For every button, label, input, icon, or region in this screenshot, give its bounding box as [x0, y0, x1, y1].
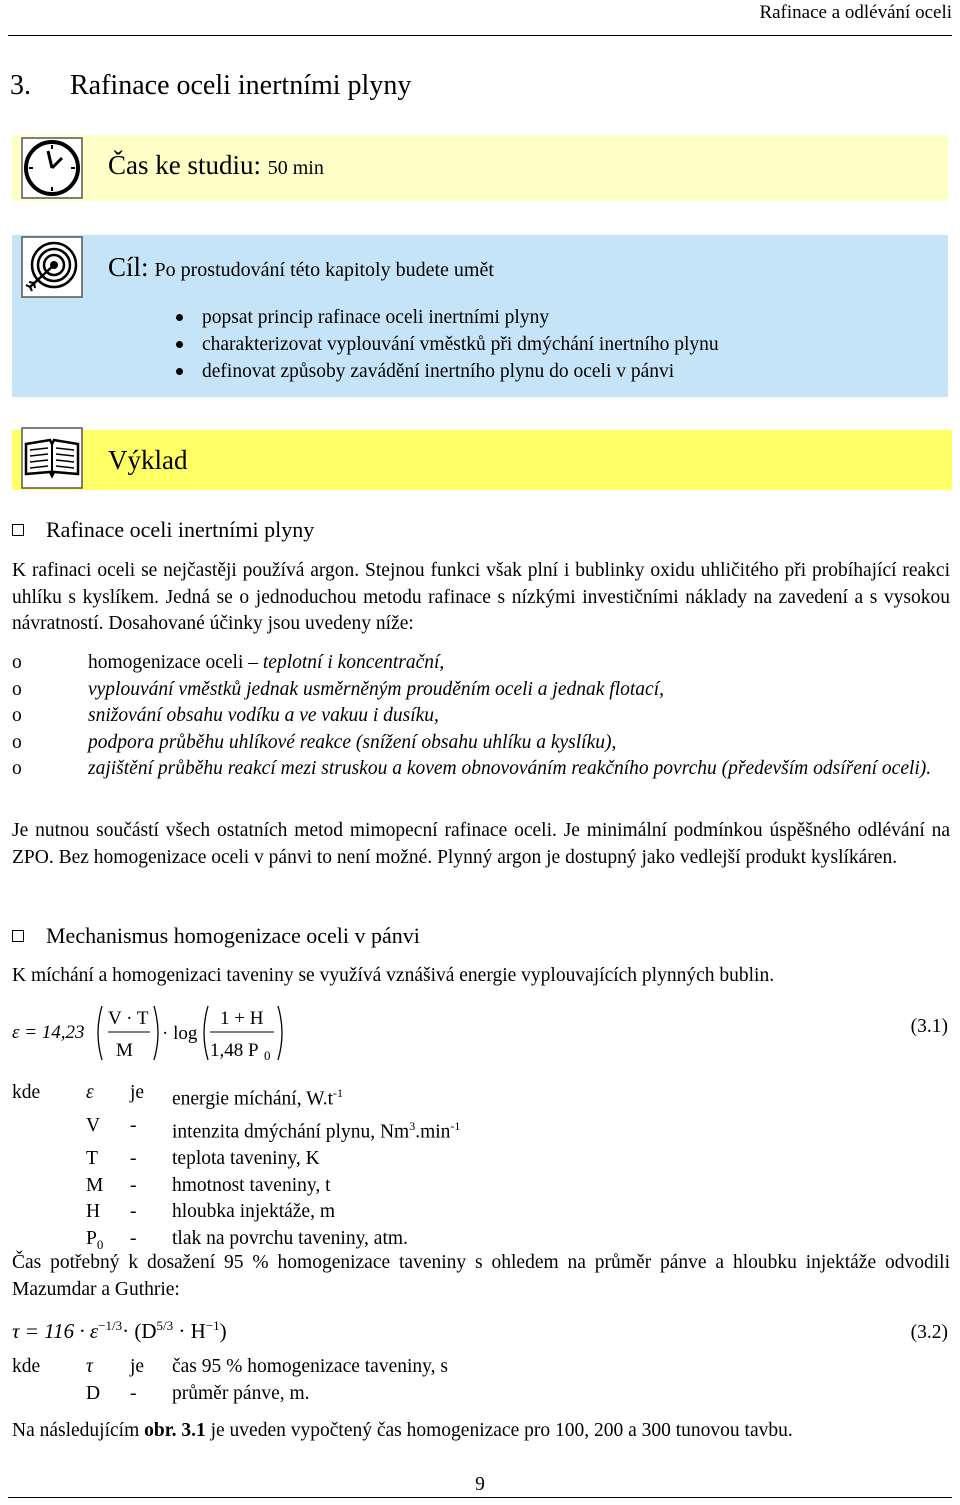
goal-title: Cíl: [108, 252, 149, 282]
section-heading [12, 517, 314, 543]
goal-item: definovat způsoby zavádění inertního plynu do oceli v pánvi [170, 358, 719, 385]
eq1-f2-den: 1,48 P [210, 1040, 259, 1061]
effect-item [12, 703, 950, 730]
figure-reference: obr. 3.1 [144, 1420, 206, 1441]
section-heading-text: Mechanismus homogenizace oceli v pánvi [46, 923, 420, 948]
def-dash: - [130, 1148, 137, 1169]
goal-item: charakterizovat vyplouvání vměstků při dmýchání inertního plynu [170, 331, 719, 358]
study-time-label [108, 150, 324, 181]
eq2-exp3: −1 [205, 1318, 220, 1333]
def-symbol: V [86, 1115, 101, 1136]
def-symbol-main: P [86, 1227, 97, 1249]
chapter-title [10, 70, 411, 102]
eq1-f2-den-sub: 0 [264, 1048, 271, 1063]
def-text [172, 1080, 343, 1113]
def-sup: -1 [333, 1086, 344, 1100]
vyklad-label: Výklad [108, 445, 188, 475]
def-dash: - [130, 1115, 137, 1136]
study-time-value: 50 min [267, 157, 324, 179]
eq2-exp1: −1/3 [98, 1318, 123, 1333]
def-kde: kde [12, 1356, 41, 1377]
equation-number: (3.2) [910, 1322, 948, 1343]
effect-item [12, 730, 950, 757]
para-text: Na následujícím [12, 1420, 145, 1441]
paragraph [12, 1418, 950, 1445]
paragraph: Je nutnou součástí všech ostatních metod mimopecní rafinace oceli. Je minimální podmínkou úspěšného odlévání na ZPO. Bez homogenizace oceli v pánvi to není možné. Plynný argon je dostupný jako vedlejší produkt kyslíkáren. [12, 820, 950, 868]
def-dash: je [130, 1082, 145, 1103]
def-dash: - [130, 1201, 137, 1222]
footer-rule [8, 1497, 952, 1498]
eq1-lhs: ε = 14,23 [12, 1022, 85, 1043]
def-dash: - [130, 1174, 137, 1196]
def-text-main: intenzita dmýchání plynu, Nm [172, 1121, 410, 1143]
eq1-f1-den: M [116, 1040, 133, 1061]
def-text: čas 95 % homogenizace taveniny, s [172, 1356, 448, 1377]
goal-label [108, 252, 494, 283]
study-time-title: Čas ke studiu: [108, 150, 261, 180]
effect-italic: teplotní i koncentrační, [262, 652, 445, 673]
chapter-number: 3. [10, 70, 31, 101]
def-symbol: H [86, 1201, 101, 1222]
def-text: průměr pánve, m. [172, 1382, 310, 1404]
equation-3-2 [12, 1318, 227, 1344]
definition-row [12, 1354, 448, 1381]
section-heading-text: Rafinace oceli inertními plyny [46, 517, 315, 542]
def-text-main: energie míchání, W.t [172, 1088, 334, 1110]
eq2-exp2: 5/3 [156, 1318, 174, 1333]
definition-row [12, 1381, 448, 1408]
paragraph: K míchání a homogenizaci taveniny se využívá vznášivá energie vyplouvajících plynných bublin. [12, 965, 775, 986]
clock-icon [20, 136, 84, 200]
def-kde: kde [12, 1082, 41, 1103]
def-text: teplota taveniny, K [172, 1148, 320, 1169]
def-symbol: T [86, 1148, 98, 1169]
effect-item [12, 756, 950, 783]
def-kde [12, 1381, 86, 1408]
target-icon [20, 235, 84, 299]
effect-item [12, 650, 950, 677]
def-text [172, 1113, 460, 1146]
eq2-close: ) [219, 1319, 227, 1343]
effect-italic: zajištění průběhu reakcí mezi struskou a kovem obnovováním reakčního povrchu (především odsíření oceli). [88, 758, 932, 779]
definition-row [12, 1199, 460, 1226]
checkbox-bullet-icon [12, 524, 24, 536]
def-symbol: D [86, 1382, 101, 1404]
section-heading [12, 923, 420, 949]
def-symbol: τ [86, 1356, 93, 1377]
definition-row [12, 1080, 460, 1113]
equation-3-1 [12, 1000, 312, 1066]
def-sup-2: -1 [450, 1119, 461, 1133]
equation-number: (3.1) [910, 1016, 948, 1037]
def-text: hmotnost taveniny, t [172, 1174, 331, 1196]
effects-list [12, 650, 950, 783]
definition-row [12, 1146, 460, 1173]
def-symbol: ε [86, 1082, 94, 1103]
paragraph: K rafinaci oceli se nejčastěji používá argon. Stejnou funkci však plní i bublinky oxidu uhličitého při probíhající reakci uhlíku s kyslíkem. Jedná se o jednoduchou metodu rafinace s nízkými investičními náklady na zavedení a s vysokou návratností. Dosahované účinky jsou uvedeny níže: [12, 560, 950, 634]
definitions-list [12, 1354, 448, 1407]
definition-row [12, 1113, 460, 1146]
def-text: tlak na povrchu taveniny, atm. [172, 1227, 408, 1249]
effect-item [12, 677, 950, 704]
definitions-list [12, 1080, 460, 1258]
effect-italic: vyplouvání vměstků jednak usměrněným prouděním oceli a jednak flotací, [88, 678, 664, 700]
goal-intro: Po prostudování této kapitoly budete umět [154, 259, 494, 281]
paragraph: Čas potřebný k dosažení 95 % homogenizace taveniny s ohledem na průměr pánve a hloubku injektáže odvodili Mazumdar a Guthrie: [12, 1252, 950, 1300]
definition-row [12, 1173, 460, 1200]
def-text-2: .min [415, 1121, 451, 1143]
def-dash: - [130, 1382, 137, 1404]
goal-item: popsat princip rafinace oceli inertními plyny [170, 304, 719, 331]
def-text: hloubka injektáže, m [172, 1201, 335, 1222]
def-symbol-sub: 0 [96, 1236, 104, 1252]
def-kde [12, 1146, 86, 1173]
eq1-f1-num: V · T [108, 1008, 149, 1029]
goal-list [170, 304, 719, 385]
eq1-f2-num: 1 + H [220, 1008, 264, 1029]
para-text: je uveden vypočtený čas homogenizace pro 100, 200 a 300 tunovou tavbu. [205, 1420, 793, 1441]
def-dash: je [130, 1356, 145, 1377]
def-sup: 3 [409, 1119, 416, 1133]
book-icon [20, 426, 84, 490]
eq1-log: · log [162, 1023, 198, 1044]
def-kde [12, 1173, 86, 1200]
page-number: 9 [475, 1474, 485, 1495]
effect-plain: homogenizace oceli – [88, 652, 263, 673]
chapter-title-text: Rafinace oceli inertními plyny [70, 70, 412, 101]
def-kde [12, 1113, 86, 1146]
effect-italic: podpora průběhu uhlíkové reakce (snížení obsahu uhlíku a kyslíku), [88, 731, 617, 753]
eq2-mid2: · H [173, 1319, 206, 1343]
eq2-mid: · (D [122, 1319, 157, 1343]
header-rule [8, 35, 952, 36]
def-kde [12, 1199, 86, 1226]
def-symbol: M [86, 1174, 104, 1196]
def-dash: - [130, 1227, 137, 1249]
eq2-lhs: τ = 116 · ε [12, 1319, 99, 1343]
checkbox-bullet-icon [12, 930, 24, 942]
running-header: Rafinace a odlévání oceli [759, 2, 952, 23]
effect-italic: snižování obsahu vodíku a ve vakuu i dusíku, [88, 705, 439, 726]
